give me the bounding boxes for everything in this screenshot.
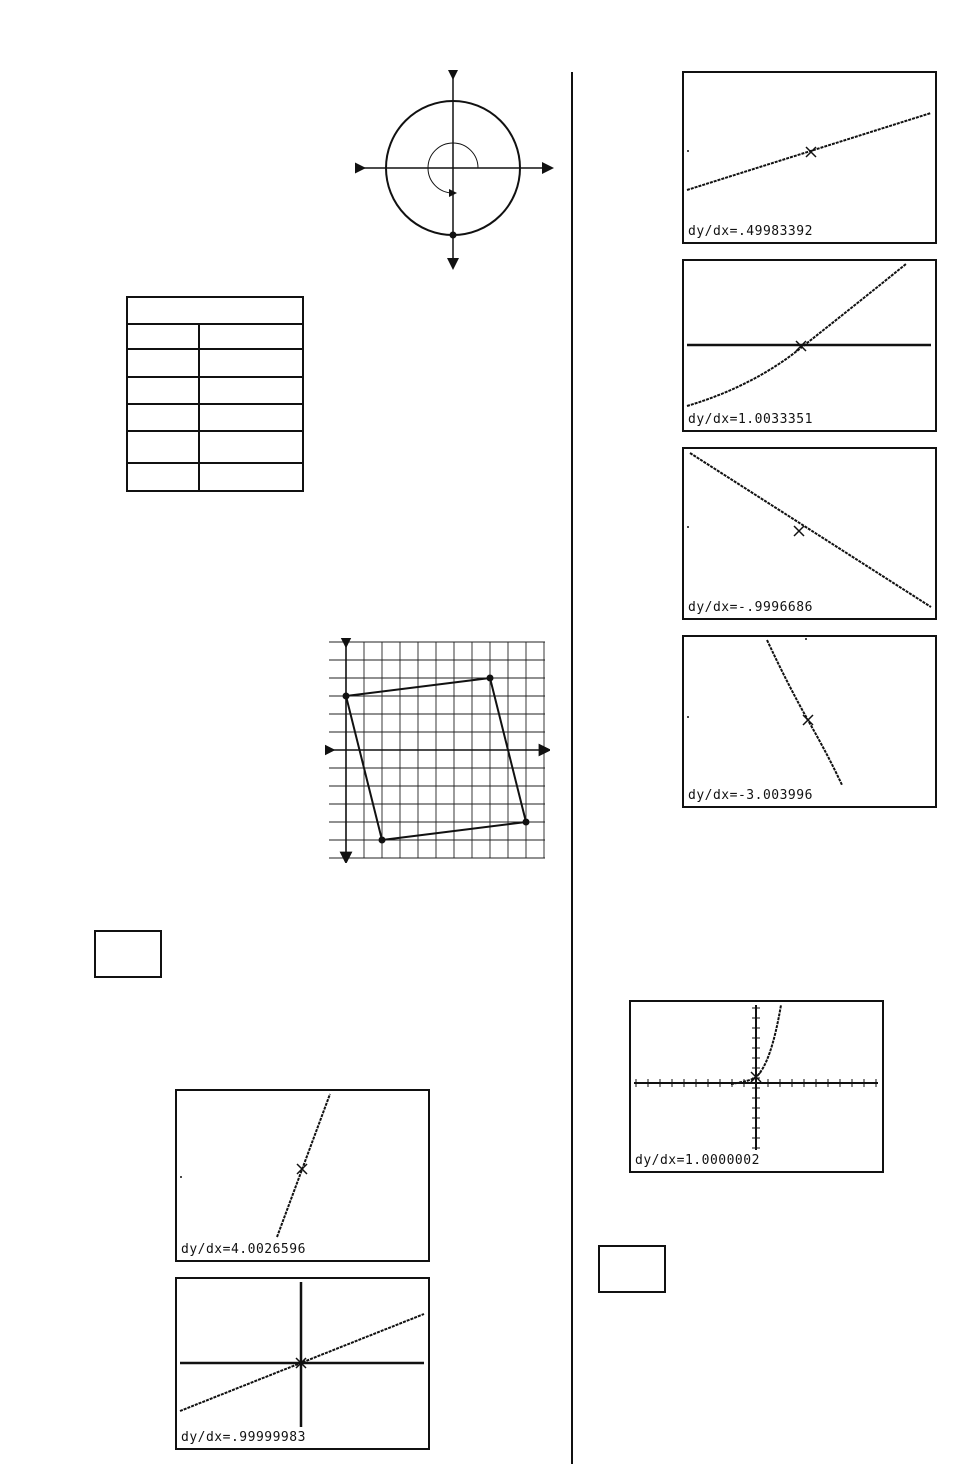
calculator-screen [175,1089,430,1262]
derivative-readout: dy/dx=4.0026596 [181,1242,306,1257]
table-row [127,324,303,349]
answer-box [598,1245,666,1293]
quadrilateral-grid-figure [325,638,550,863]
table-row [127,431,303,463]
calculator-screen [682,635,937,808]
derivative-readout: dy/dx=1.0000002 [635,1153,760,1168]
table-row [127,377,303,404]
unit-circle-figure [355,70,555,270]
table-row [127,463,303,491]
calculator-screen [629,1000,884,1173]
derivative-readout: dy/dx=.99999983 [181,1430,306,1445]
calculator-screen [682,259,937,432]
empty-table [126,296,304,492]
calculator-screen [682,71,937,244]
derivative-readout: dy/dx=1.0033351 [688,412,813,427]
derivative-readout: dy/dx=-.9996686 [688,600,813,615]
answer-box [94,930,162,978]
table-row [127,297,303,324]
table-row [127,404,303,431]
column-divider [571,72,573,1464]
derivative-readout: dy/dx=-3.003996 [688,788,813,803]
calculator-screen [175,1277,430,1450]
derivative-readout: dy/dx=.49983392 [688,224,813,239]
calculator-screen [682,447,937,620]
table-row [127,349,303,377]
